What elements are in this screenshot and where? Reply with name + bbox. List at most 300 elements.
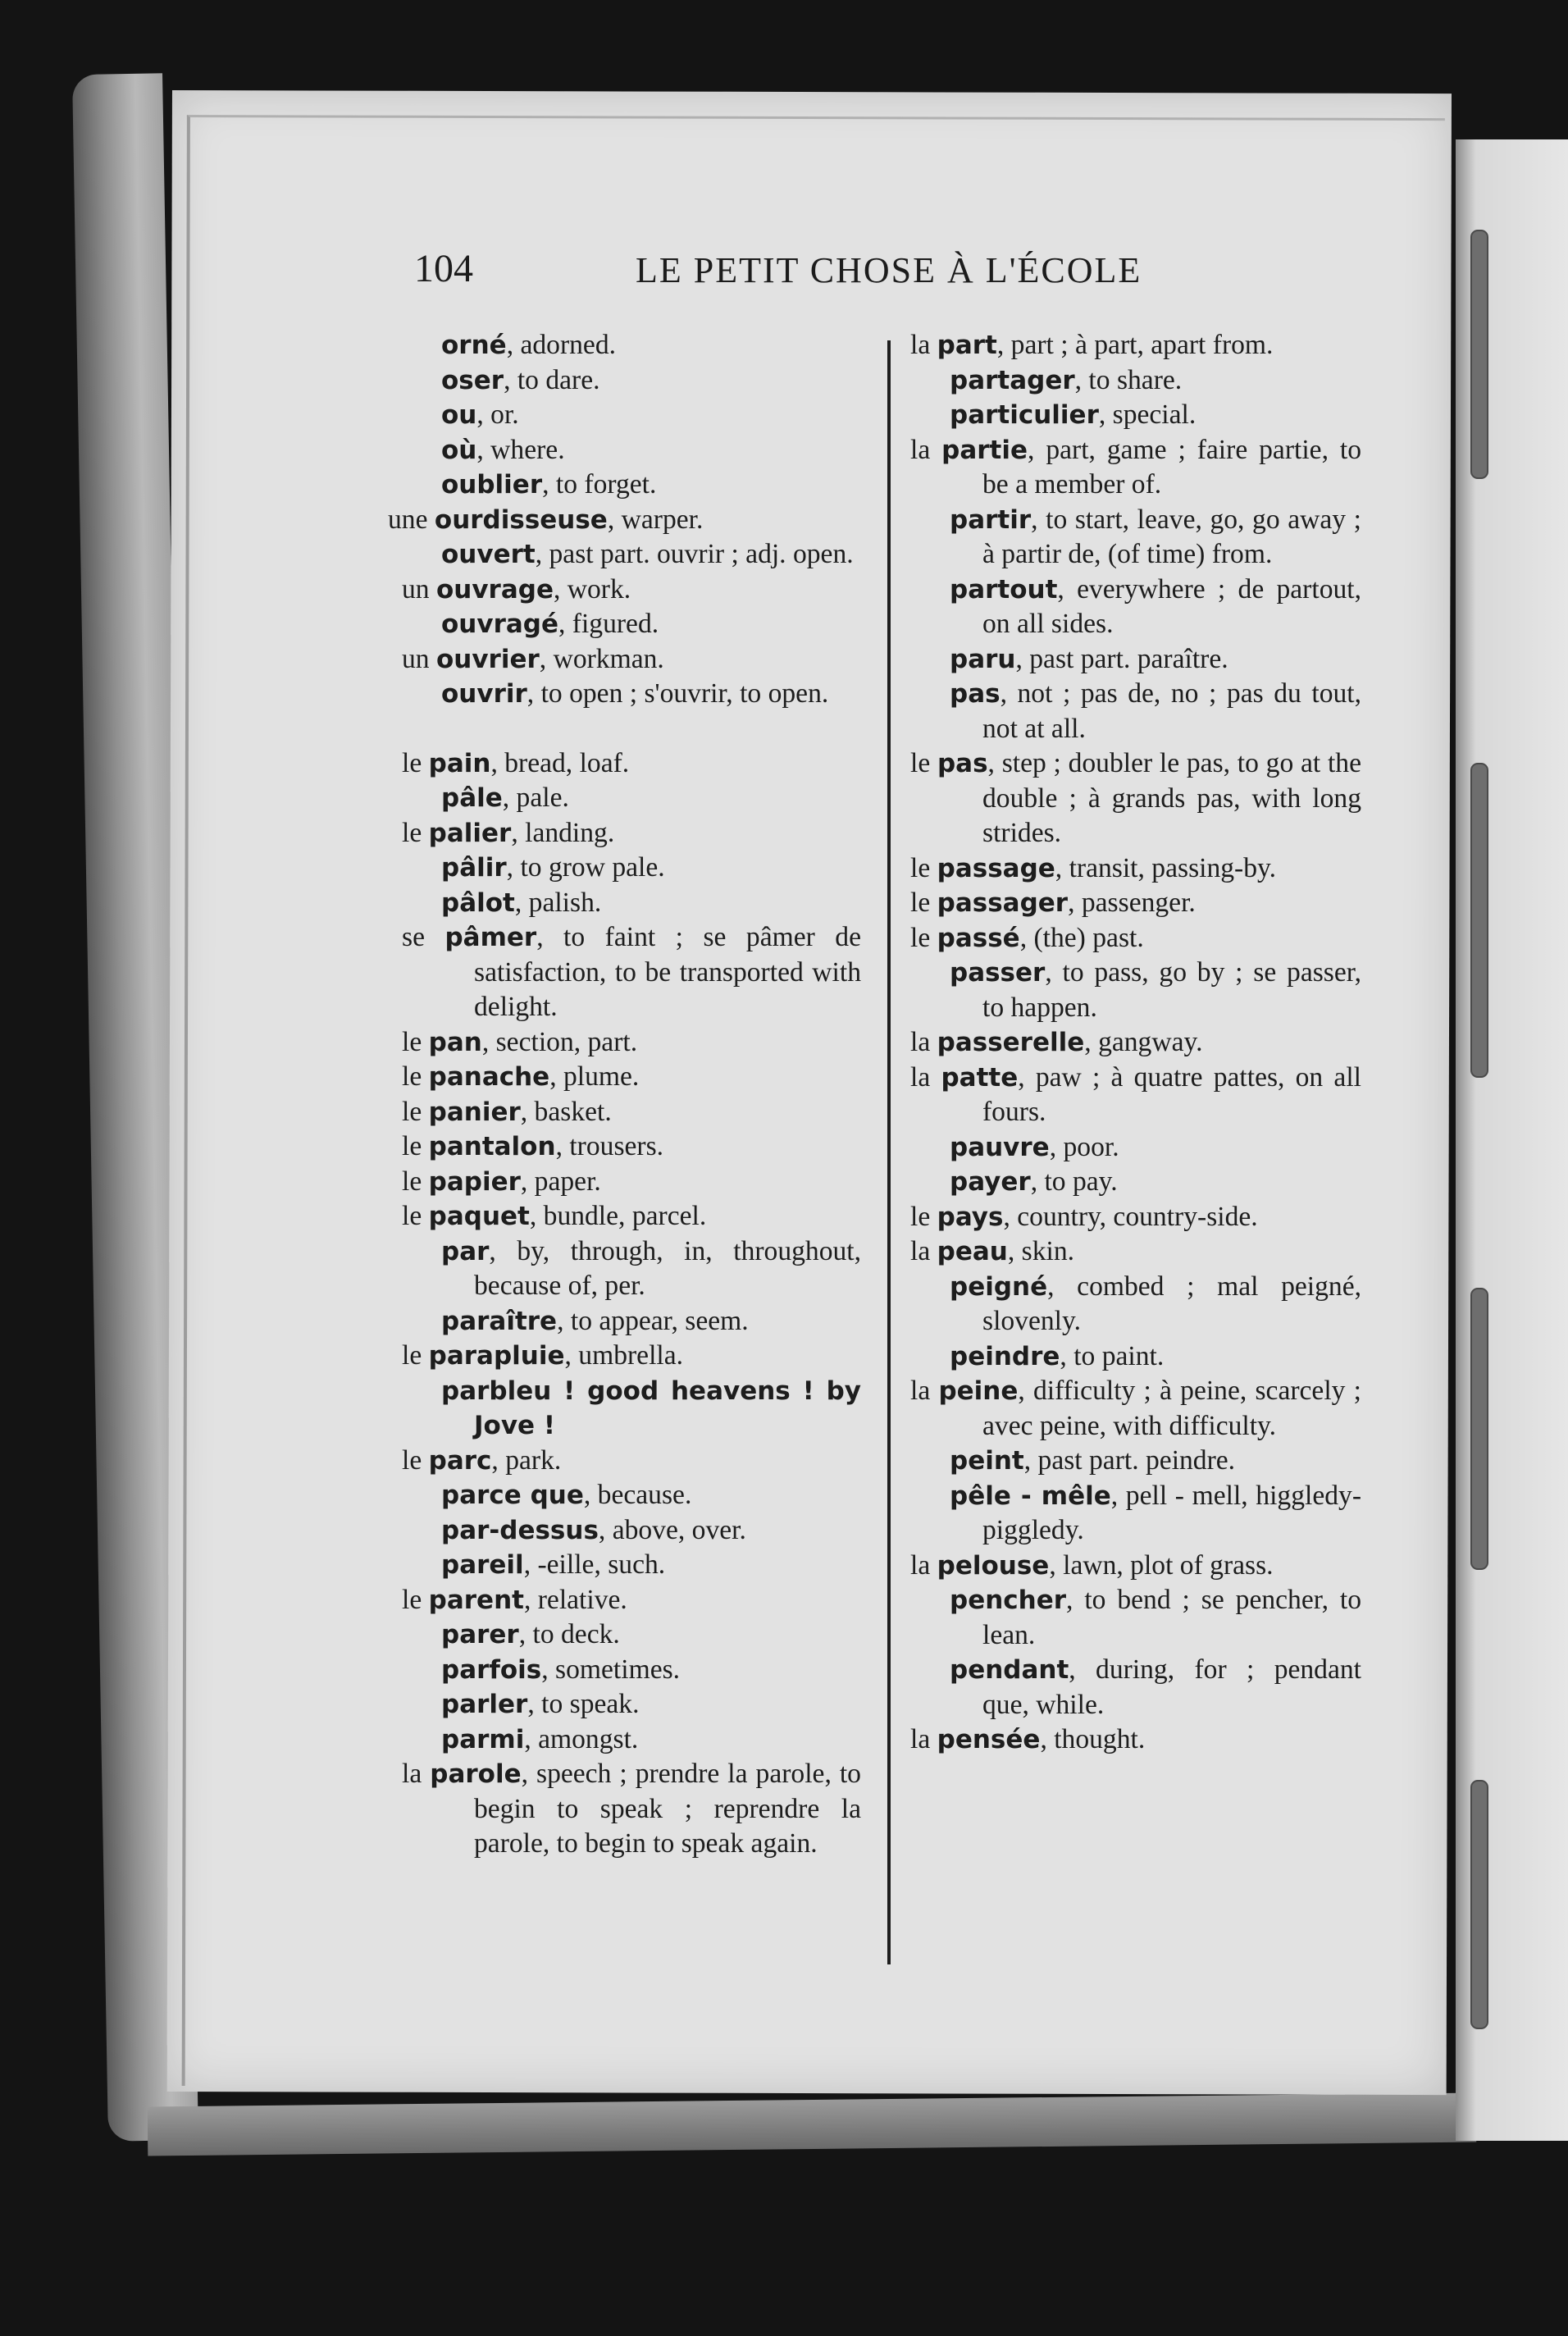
glossary-entry: [402, 746, 861, 782]
entry-text: [441, 1724, 638, 1754]
entry-headword: ouvrage: [435, 574, 554, 605]
entry-headword: paru: [950, 644, 1016, 674]
glossary-entry: [402, 1199, 861, 1234]
entry-text: [441, 782, 569, 813]
entry-headword: partir: [950, 504, 1032, 535]
glossary-entry: [910, 1165, 1361, 1200]
entry-text: [444, 922, 861, 1022]
entry-definition: , above, over.: [598, 1514, 746, 1545]
entry-text: [937, 1550, 1274, 1581]
entry-headword: paraître: [441, 1306, 558, 1336]
entry-headword: pan: [428, 1027, 482, 1057]
entry-article: le: [402, 1096, 429, 1127]
entry-text: [941, 1062, 1361, 1128]
glossary-entry: [402, 433, 861, 468]
entry-text: [937, 853, 1276, 883]
entry-definition: , past part. peindre.: [1023, 1445, 1236, 1476]
glossary-entry: [402, 1095, 861, 1130]
entry-definition: , difficulty ; à peine, scarcely ; avec peine, with difficulty.: [982, 1376, 1361, 1441]
entry-headword: panier: [428, 1097, 521, 1127]
entry-headword: pelouse: [937, 1550, 1050, 1581]
running-title: LE PETIT CHOSE À L'ÉCOLE: [636, 250, 1142, 290]
entry-definition: , bread, loaf.: [490, 747, 630, 778]
glossary-entry: [910, 1061, 1361, 1130]
entry-headword: parc: [428, 1445, 492, 1476]
entry-definition: , pale.: [502, 782, 569, 813]
entry-headword: oublier: [441, 470, 543, 500]
entry-definition: , warper.: [607, 504, 704, 535]
entry-text: [937, 923, 1144, 953]
entry-headword: panache: [428, 1062, 550, 1092]
entry-text: [950, 1445, 1235, 1476]
entry-text: [441, 1376, 861, 1441]
entry-headword: payer: [950, 1167, 1031, 1197]
entry-article: se: [402, 922, 445, 952]
glossary-entry: [910, 1479, 1361, 1549]
entry-headword: pauvre: [950, 1132, 1050, 1162]
entry-article: le: [402, 1584, 429, 1615]
entry-article: le: [402, 747, 429, 778]
entry-article: le: [402, 1201, 429, 1231]
entry-text: [441, 365, 600, 395]
entry-headword: palier: [428, 818, 512, 848]
entry-article: le: [402, 1061, 429, 1092]
entry-definition: , to pay.: [1030, 1166, 1118, 1197]
entry-definition: , past part. ouvrir ; adj. open.: [535, 539, 854, 569]
entry-definition: , special.: [1098, 399, 1197, 430]
entry-article: le: [402, 1340, 429, 1371]
entry-text: [429, 1340, 683, 1371]
entry-definition: , relative.: [523, 1584, 627, 1615]
entry-definition: , to paint.: [1060, 1340, 1165, 1371]
entry-text: [950, 504, 1361, 570]
entry-headword: pas: [937, 749, 988, 778]
entry-text: [937, 1027, 1203, 1057]
entry-text: [950, 678, 1361, 744]
glossary-entry: [910, 1270, 1361, 1339]
entry-article: une: [388, 504, 435, 535]
entry-definition: , country, country-side.: [1003, 1201, 1258, 1232]
entry-headword: passager: [937, 888, 1069, 918]
entry-text: [441, 1306, 749, 1336]
glossary-entry: [910, 573, 1361, 642]
entry-text: [950, 957, 1361, 1023]
glossary-entry: [402, 1617, 861, 1653]
glossary-entry: [910, 1722, 1361, 1758]
glossary-entry: [910, 1549, 1361, 1584]
glossary-entry: [402, 920, 861, 1025]
glossary-entry: [910, 1444, 1361, 1479]
entry-definition: , work.: [553, 573, 631, 605]
entry-definition: , -eille, such.: [523, 1549, 666, 1580]
glossary-entry: [910, 503, 1361, 573]
entry-article: le: [910, 1201, 937, 1232]
glossary-entry: [910, 956, 1361, 1025]
entry-text: [435, 504, 704, 535]
entry-text: [441, 1549, 665, 1580]
entry-definition: , to speak.: [527, 1689, 640, 1719]
book-bottom-edge: [148, 2093, 1477, 2156]
entry-text: [441, 1515, 746, 1545]
glossary-column-right: [910, 328, 1361, 1758]
entry-text: [441, 435, 565, 465]
glossary-entry: [402, 1653, 861, 1688]
glossary-entry: [910, 1653, 1361, 1722]
entry-article: la: [910, 1376, 939, 1406]
entry-text: [441, 469, 656, 500]
glossary-entry: [910, 1130, 1361, 1166]
entry-definition: , skin.: [1007, 1236, 1075, 1266]
entry-headword: peau: [937, 1237, 1008, 1266]
entry-headword: peigné: [950, 1271, 1048, 1302]
glossary-entry: [402, 1444, 861, 1479]
entry-definition: , or.: [476, 399, 519, 430]
entry-text: [950, 1585, 1361, 1650]
entry-text: [441, 1619, 620, 1649]
glossary-entry: [402, 677, 861, 712]
entry-text: [441, 887, 601, 918]
entry-text: [441, 1689, 640, 1719]
entry-headword: ouvert: [441, 540, 536, 569]
glossary-entry: [910, 1200, 1361, 1235]
entry-headword: pencher: [950, 1585, 1067, 1615]
page-header: [414, 246, 1439, 312]
entry-text: [441, 1480, 691, 1510]
glossary-entry: [910, 886, 1361, 921]
entry-article: la: [402, 1759, 431, 1789]
glossary-entry: [402, 851, 861, 886]
glossary-entry: [402, 816, 861, 851]
glossary-entry: [402, 1339, 861, 1374]
entry-article: la: [910, 1236, 937, 1266]
entry-text: [937, 1202, 1258, 1232]
entry-article: le: [910, 852, 937, 883]
glossary-entry: [388, 503, 861, 538]
entry-text: [938, 1376, 1361, 1441]
glossary-entry: [402, 1374, 861, 1444]
entry-headword: passage: [937, 853, 1055, 883]
entry-headword: ouvrier: [435, 644, 540, 674]
entry-text: [941, 435, 1361, 500]
entry-headword: papier: [428, 1166, 521, 1197]
entry-article: le: [402, 1131, 429, 1161]
entry-text: [441, 678, 828, 709]
entry-article: la: [910, 1549, 937, 1581]
entry-article: le: [402, 1166, 429, 1197]
entry-definition: , to start, leave, go, go away ; à partir de, (of time) from.: [982, 504, 1361, 569]
entry-headword: partout: [950, 574, 1058, 605]
entry-text: [429, 1027, 637, 1057]
glossary-entry: [402, 1234, 861, 1304]
entry-headword: paquet: [428, 1202, 530, 1231]
glossary-entry: [402, 607, 861, 642]
entry-text: [429, 1166, 601, 1197]
entry-definition: , past part. paraître.: [1015, 643, 1228, 674]
glossary-entry: [910, 1374, 1361, 1444]
entry-definition: , park.: [491, 1444, 562, 1476]
entry-headword: pendant: [950, 1655, 1069, 1685]
entry-text: [937, 330, 1274, 360]
glossary-entry: [402, 1025, 861, 1061]
entry-definition: , bundle, parcel.: [529, 1201, 707, 1231]
entry-article: le: [402, 817, 429, 848]
entry-text: [441, 609, 659, 639]
entry-article: un: [402, 643, 436, 674]
entry-headword: passer: [950, 958, 1046, 988]
entry-definition: , gangway.: [1084, 1027, 1203, 1057]
entry-definition: , adorned.: [506, 330, 617, 360]
glossary-entry: [402, 1478, 861, 1513]
entry-headword: pêle - mêle: [950, 1481, 1111, 1511]
entry-headword: passerelle: [937, 1028, 1085, 1057]
entry-headword: pantalon: [428, 1132, 556, 1161]
entry-headword: parapluie: [428, 1341, 565, 1371]
glossary-entry: [402, 1757, 861, 1862]
entry-text: [429, 1585, 627, 1615]
entry-text: [950, 1654, 1361, 1720]
entry-headword: pensée: [937, 1725, 1041, 1754]
entry-definition: , to dare.: [504, 364, 600, 395]
entry-headword: parfois: [441, 1654, 542, 1685]
entry-headword: où: [441, 435, 477, 465]
entry-definition: , part, game ; faire partie, to be a member of.: [982, 434, 1361, 500]
glossary-entry: [910, 1234, 1361, 1270]
entry-text: [950, 574, 1361, 640]
glossary-entry: [910, 1025, 1361, 1061]
glossary-entry: [910, 363, 1361, 399]
glossary-entry: [910, 642, 1361, 678]
entry-definition: , pell - mell, higgledy-piggledy.: [982, 1480, 1361, 1545]
entry-article: la: [910, 1061, 941, 1093]
entry-article: le: [402, 1026, 429, 1057]
entry-headword: particulier: [950, 400, 1099, 430]
entry-text: [429, 1061, 640, 1092]
entry-definition: , to faint ; se pâmer de satisfaction, to be transported with delight.: [474, 922, 861, 1022]
glossary-entry: [402, 328, 861, 363]
glossary-entry: [402, 886, 861, 921]
glossary-entry: [402, 642, 861, 678]
entry-text: [937, 748, 1361, 848]
entry-text: [436, 644, 664, 674]
entry-text: [441, 330, 616, 360]
entry-definition: , thought.: [1040, 1724, 1146, 1754]
entry-article: le: [402, 1444, 429, 1476]
entry-definition: , palish.: [514, 887, 602, 918]
entry-headword: oser: [441, 365, 504, 395]
entry-definition: , by, through, in, throughout, because of, per.: [474, 1235, 861, 1301]
glossary-entry: [910, 328, 1361, 363]
entry-article: la: [910, 434, 942, 465]
entry-text: [429, 1131, 663, 1161]
binding-stitch-icon: [1470, 1288, 1488, 1570]
entry-text: [429, 1201, 707, 1231]
entry-definition: , figured.: [558, 609, 659, 639]
page-number: 104: [414, 247, 473, 290]
entry-text: [950, 1271, 1361, 1337]
entry-definition: , not ; pas de, no ; pas du tout, not at all.: [982, 678, 1361, 744]
entry-headword: parler: [441, 1690, 528, 1719]
entry-text: [429, 1445, 562, 1476]
entry-headword: pareil: [441, 1550, 524, 1580]
entry-headword: par: [441, 1236, 490, 1266]
entry-definition: , to forget.: [542, 469, 657, 500]
glossary-entry: [910, 677, 1361, 746]
entry-headword: pays: [937, 1202, 1004, 1232]
entry-headword: peine: [938, 1376, 1019, 1406]
entry-headword: pain: [428, 748, 491, 778]
glossary-column-left: [388, 328, 861, 1862]
entry-headword: pâlot: [441, 887, 515, 918]
entry-headword: ourdisseuse: [434, 504, 608, 535]
entry-article: la: [910, 330, 937, 360]
entry-headword: pâlir: [441, 853, 507, 883]
glossary-entry: [910, 433, 1361, 503]
glossary-entry: [402, 1548, 861, 1583]
entry-text: [441, 1236, 861, 1302]
entry-definition: , workman.: [539, 643, 664, 674]
entry-headword: ou: [441, 400, 477, 430]
entry-headword: parbleu ! good heavens ! by Jove !: [441, 1376, 861, 1440]
entry-text: [950, 1481, 1361, 1546]
entry-definition: , landing.: [511, 817, 615, 848]
entry-text: [429, 1097, 612, 1127]
glossary-entry: [402, 1060, 861, 1095]
binding-stitch-icon: [1470, 230, 1488, 479]
entry-definition: , to appear, seem.: [557, 1305, 749, 1336]
glossary-entry: [402, 1722, 861, 1758]
entry-headword: parmi: [441, 1724, 525, 1754]
entry-definition: , amongst.: [524, 1723, 639, 1754]
entry-definition: , because.: [583, 1480, 692, 1510]
entry-definition: , to open ; s'ouvrir, to open.: [526, 678, 829, 709]
entry-definition: , to share.: [1074, 364, 1183, 395]
glossary-entry: [402, 537, 861, 573]
entry-definition: , everywhere ; de partout, on all sides.: [982, 573, 1361, 639]
entry-definition: , basket.: [520, 1096, 612, 1127]
entry-text: [441, 539, 854, 569]
entry-text: [950, 644, 1228, 674]
glossary-entry: [910, 1339, 1361, 1375]
entry-text: [950, 365, 1182, 395]
entry-headword: ouvragé: [441, 609, 558, 639]
entry-text: [436, 574, 631, 605]
column-divider: [887, 340, 891, 1964]
entry-headword: ouvrir: [441, 679, 527, 709]
entry-text: [937, 1236, 1074, 1266]
glossary-entry: [402, 1165, 861, 1200]
entry-definition: , poor.: [1049, 1131, 1119, 1162]
entry-definition: , paw ; à quatre pattes, on all fours.: [982, 1061, 1361, 1127]
entry-definition: , umbrella.: [564, 1340, 684, 1371]
entry-definition: , to grow pale.: [506, 852, 665, 883]
entry-definition: , transit, passing-by.: [1055, 852, 1277, 883]
entry-headword: pas: [950, 679, 1001, 709]
entry-text: [429, 818, 615, 848]
glossary-entry: [910, 921, 1361, 956]
entry-definition: , trousers.: [555, 1131, 664, 1161]
entry-definition: , speech ; prendre la parole, to begin to speak ; reprendre la parole, to begin to speak again.: [474, 1759, 861, 1859]
entry-definition: , to pass, go by ; se passer, to happen.: [982, 957, 1361, 1023]
entry-article: un: [402, 573, 436, 605]
entry-headword: part: [937, 331, 997, 360]
entry-definition: , paper.: [520, 1166, 601, 1197]
glossary-entry: [402, 363, 861, 399]
entry-headword: orné: [441, 331, 507, 360]
entry-headword: peindre: [950, 1341, 1060, 1371]
glossary-entry: [402, 468, 861, 503]
entry-article: la: [910, 1027, 937, 1057]
entry-headword: peint: [950, 1446, 1024, 1476]
entry-headword: pâle: [441, 783, 503, 813]
entry-text: [950, 1132, 1119, 1162]
entry-definition: , part ; à part, apart from.: [996, 330, 1274, 360]
entry-headword: par-dessus: [441, 1515, 599, 1545]
entry-text: [430, 1759, 861, 1859]
entry-headword: parce que: [441, 1481, 584, 1510]
entry-headword: passé: [937, 923, 1020, 953]
entry-definition: , sometimes.: [541, 1654, 681, 1685]
glossary-entry: [910, 851, 1361, 887]
entry-definition: , where.: [476, 434, 565, 465]
entry-definition: , to bend ; se pencher, to lean.: [982, 1585, 1361, 1650]
entry-text: [937, 887, 1196, 918]
entry-text: [950, 1166, 1118, 1197]
entry-text: [937, 1724, 1146, 1754]
entry-text: [429, 748, 630, 778]
binding-stitch-icon: [1470, 1780, 1488, 2029]
glossary-entry: [402, 1687, 861, 1722]
entry-headword: parent: [428, 1585, 524, 1615]
entry-definition: , plume.: [549, 1061, 640, 1092]
entry-definition: , (the) past.: [1019, 922, 1144, 953]
entry-definition: , to deck.: [518, 1619, 620, 1649]
glossary-entry: [910, 398, 1361, 433]
entry-headword: partager: [950, 365, 1075, 395]
entry-text: [950, 399, 1196, 430]
entry-definition: , combed ; mal peigné, slovenly.: [982, 1271, 1361, 1336]
glossary-entry: [402, 1129, 861, 1165]
facing-page-edge: [1456, 139, 1568, 2141]
glossary-entry: [402, 398, 861, 433]
glossary-entry: [402, 1513, 861, 1549]
entry-text: [441, 1654, 680, 1685]
entry-text: [441, 399, 519, 430]
entry-definition: , lawn, plot of grass.: [1049, 1549, 1274, 1581]
entry-headword: parer: [441, 1620, 519, 1649]
glossary-entry: [402, 1304, 861, 1339]
entry-text: [950, 1341, 1164, 1371]
glossary-entry: [910, 1583, 1361, 1653]
binding-stitch-icon: [1470, 763, 1488, 1078]
entry-article: la: [910, 1724, 937, 1754]
entry-definition: , during, for ; pendant que, while.: [982, 1654, 1361, 1720]
entry-headword: partie: [941, 435, 1028, 465]
glossary-entry: [910, 746, 1361, 851]
entry-headword: pâmer: [444, 923, 537, 952]
glossary-entry: [402, 573, 861, 608]
entry-gap: [402, 712, 861, 746]
entry-article: le: [910, 887, 937, 918]
entry-article: le: [910, 922, 937, 953]
entry-article: le: [910, 748, 937, 778]
entry-definition: , section, part.: [481, 1026, 638, 1057]
glossary-entry: [402, 781, 861, 816]
entry-headword: patte: [941, 1062, 1019, 1093]
glossary-entry: [402, 1583, 861, 1618]
entry-text: [441, 852, 665, 883]
entry-definition: , step ; doubler le pas, to go at the double ; à grands pas, with long strides.: [982, 748, 1361, 848]
entry-definition: , passenger.: [1068, 887, 1196, 918]
